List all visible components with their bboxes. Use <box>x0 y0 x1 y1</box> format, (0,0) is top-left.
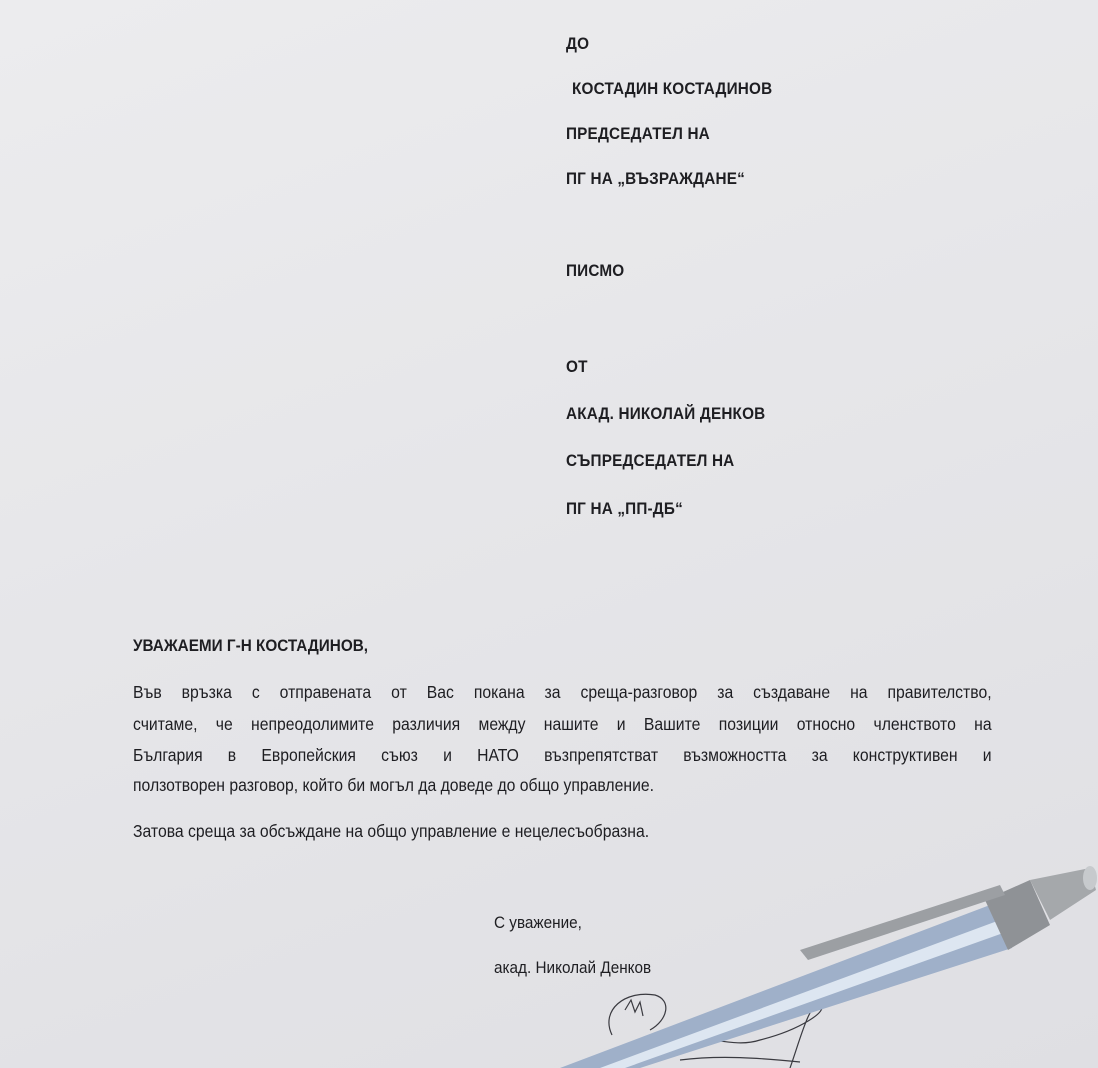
pen-icon <box>560 866 1097 1068</box>
closing-regards: С уважение, <box>494 913 582 932</box>
sender-name: АКАД. НИКОЛАЙ ДЕНКОВ <box>566 404 766 423</box>
sender-group: ПГ НА „ПП-ДБ“ <box>566 499 683 518</box>
paragraph-line: Във връзка с отправената от Вас покана за среща-разговор за създаване на правителство, <box>133 682 992 702</box>
sender-from-label: ОТ <box>566 357 588 376</box>
recipient-to-label: ДО <box>566 34 590 53</box>
sender-title: СЪПРЕДСЕДАТЕЛ НА <box>566 451 735 470</box>
document-type: ПИСМО <box>566 261 625 280</box>
paragraph-2: Затова среща за обсъждане на общо управление е нецелесъобразна. <box>133 821 650 841</box>
paragraph-line: България в Европейския съюз и НАТО възпрепятстват възможността за конструктивен и <box>133 745 992 765</box>
recipient-title: ПРЕДСЕДАТЕЛ НА <box>566 124 710 143</box>
paragraph-line: считаме, че непреодолимите различия между нашите и Вашите позиции относно членството на <box>133 714 992 734</box>
recipient-group: ПГ НА „ВЪЗРАЖДАНЕ“ <box>566 169 745 188</box>
salutation: УВАЖАЕМИ Г-Н КОСТАДИНОВ, <box>133 636 369 655</box>
paragraph-line: ползотворен разговор, който би могъл да доведе до общо управление. <box>133 775 655 795</box>
recipient-name: КОСТАДИН КОСТАДИНОВ <box>572 79 773 98</box>
closing-signatory: акад. Николай Денков <box>494 958 652 977</box>
